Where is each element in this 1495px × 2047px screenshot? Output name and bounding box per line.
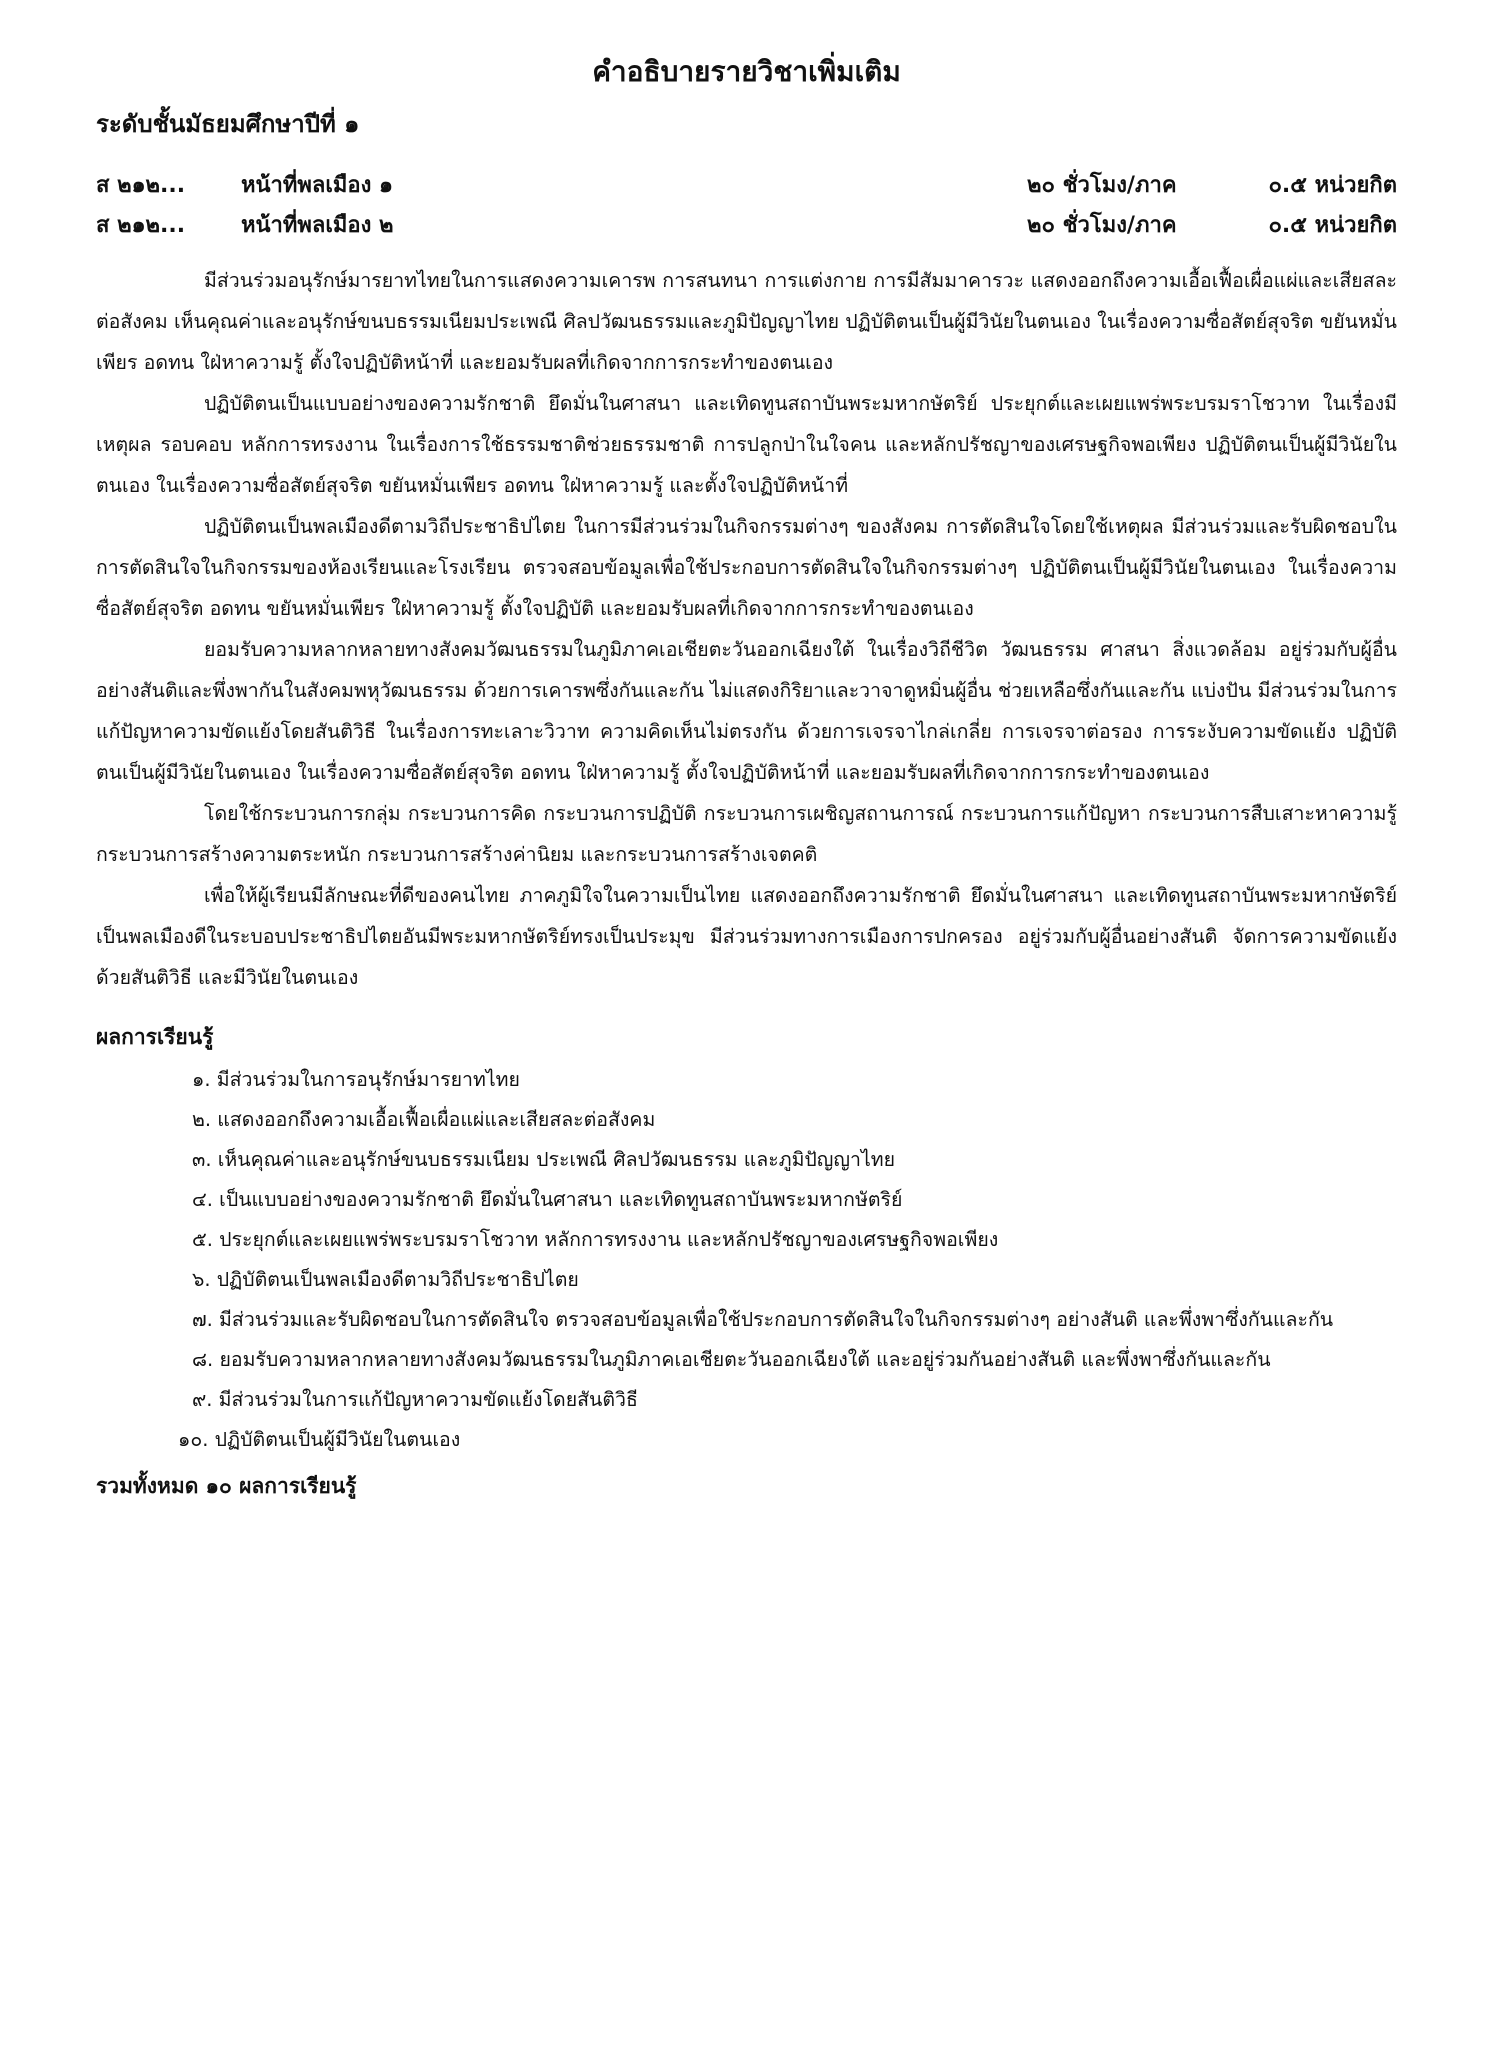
course-hours: ๒๐ ชั่วโมง/ภาค: [1027, 213, 1177, 238]
outcomes-list: [96, 1060, 1397, 1460]
outcome-item: ๑. มีส่วนร่วมในการอนุรักษ์มารยาทไทย: [192, 1068, 520, 1091]
description-paragraph: เพื่อให้ผู้เรียนมีลักษณะที่ดีของคนไทย ภาคภูมิใจในความเป็นไทย แสดงออกถึงความรักชาติ ยึดมั่นในศาสนา และเทิดทูนสถาบันพระมหากษัตริย์ เป็นพลเมืองดีในระบอบประชาธิปไตยอันมีพระมหากษัตริย์ทรงเป็นประมุข มีส่วนร่วมทางการเมืองการปกครอง อยู่ร่วมกับผู้อื่นอย่างสันติ จัดการความขัดแย้งด้วยสันติวิธี และมีวินัยในตนเอง: [96, 884, 1397, 989]
outcome-item: ๖. ปฏิบัติตนเป็นพลเมืองดีตามวิถีประชาธิปไตย: [192, 1268, 579, 1291]
document-title: คำอธิบายรายวิชาเพิ่มเติม: [592, 55, 901, 88]
outcome-item: ๙. มีส่วนร่วมในการแก้ปัญหาความขัดแย้งโดยสันติวิธี: [192, 1388, 638, 1411]
outcome-item: ๔. เป็นแบบอย่างของความรักชาติ ยึดมั่นในศาสนา และเทิดทูนสถาบันพระมหากษัตริย์: [192, 1188, 903, 1211]
grade-level: ระดับชั้นมัธยมศึกษาปีที่ ๑: [96, 110, 360, 138]
description-paragraph: มีส่วนร่วมอนุรักษ์มารยาทไทยในการแสดงความเคารพ การสนทนา การแต่งกาย การมีสัมมาคารวะ แสดงออกถึงความเอื้อเฟื้อเผื่อแผ่และเสียสละต่อสังคม เห็นคุณค่าและอนุรักษ์ขนบธรรมเนียมประเพณี ศิลปวัฒนธรรมและภูมิปัญญาไทย ปฏิบัติตนเป็นผู้มีวินัยในตนเอง ในเรื่องความซื่อสัตย์สุจริต ขยันหมั่นเพียร อดทน ใฝ่หาความรู้ ตั้งใจปฏิบัติหน้าที่ และยอมรับผลที่เกิดจากการกระทำของตนเอง: [96, 269, 1397, 374]
outcomes-heading: ผลการเรียนรู้: [96, 1025, 214, 1049]
course-row: [96, 206, 1397, 246]
course-credits: ๐.๕ หน่วยกิต: [1268, 173, 1397, 198]
course-credits: ๐.๕ หน่วยกิต: [1268, 213, 1397, 238]
course-hours: ๒๐ ชั่วโมง/ภาค: [1027, 173, 1177, 198]
course-code: ส ๒๑๒...: [96, 213, 186, 238]
outcome-item: ๒. แสดงออกถึงความเอื้อเฟื้อเผื่อแผ่และเสียสละต่อสังคม: [192, 1108, 656, 1131]
outcome-item: ๗. มีส่วนร่วมและรับผิดชอบในการตัดสินใจ ตรวจสอบข้อมูลเพื่อใช้ประกอบการตัดสินใจในกิจกรรมต่างๆ อย่างสันติ และพึ่งพาซึ่งกันและกัน: [192, 1308, 1334, 1331]
course-list: [96, 166, 1397, 246]
course-description: [96, 260, 1397, 998]
description-paragraph: ปฏิบัติตนเป็นแบบอย่างของความรักชาติ ยึดมั่นในศาสนา และเทิดทูนสถาบันพระมหากษัตริย์ ประยุกต์และเผยแพร่พระบรมราโชวาท ในเรื่องมีเหตุผล รอบคอบ หลักการทรงงาน ในเรื่องการใช้ธรรมชาติช่วยธรรมชาติ การปลูกป่าในใจคน และหลักปรัชญาของเศรษฐกิจพอเพียง ปฏิบัติตนเป็นผู้มีวินัยในตนเอง ในเรื่องความซื่อสัตย์สุจริต ขยันหมั่นเพียร อดทน ใฝ่หาความรู้ และตั้งใจปฏิบัติหน้าที่: [96, 392, 1397, 497]
course-name: หน้าที่พลเมือง ๒: [241, 213, 394, 238]
description-paragraph: โดยใช้กระบวนการกลุ่ม กระบวนการคิด กระบวนการปฏิบัติ กระบวนการเผชิญสถานการณ์ กระบวนการแก้ปัญหา กระบวนการสืบเสาะหาความรู้ กระบวนการสร้างความตระหนัก กระบวนการสร้างค่านิยม และกระบวนการสร้างเจตคติ: [96, 802, 1397, 866]
outcome-item: ๘. ยอมรับความหลากหลายทางสังคมวัฒนธรรมในภูมิภาคเอเชียตะวันออกเฉียงใต้ และอยู่ร่วมกันอย่างสันติ และพึ่งพาซึ่งกันและกัน: [192, 1348, 1271, 1371]
outcome-item: ๓. เห็นคุณค่าและอนุรักษ์ขนบธรรมเนียม ประเพณี ศิลปวัฒนธรรม และภูมิปัญญาไทย: [192, 1148, 896, 1171]
outcomes-total: รวมทั้งหมด ๑๐ ผลการเรียนรู้: [96, 1474, 357, 1498]
outcome-item: ๕. ประยุกต์และเผยแพร่พระบรมราโชวาท หลักการทรงงาน และหลักปรัชญาของเศรษฐกิจพอเพียง: [192, 1228, 999, 1251]
description-paragraph: ยอมรับความหลากหลายทางสังคมวัฒนธรรมในภูมิภาคเอเชียตะวันออกเฉียงใต้ ในเรื่องวิถีชีวิต วัฒนธรรม ศาสนา สิ่งแวดล้อม อยู่ร่วมกับผู้อื่นอย่างสันติและพึ่งพากันในสังคมพหุวัฒนธรรม ด้วยการเคารพซึ่งกันและกัน ไม่แสดงกิริยาและวาจาดูหมิ่นผู้อื่น ช่วยเหลือซึ่งกันและกัน แบ่งปัน มีส่วนร่วมในการแก้ปัญหาความขัดแย้งโดยสันติวิธี ในเรื่องการทะเลาะวิวาท ความคิดเห็นไม่ตรงกัน ด้วยการเจรจาไกล่เกลี่ย การเจรจาต่อรอง การระงับความขัดแย้ง ปฏิบัติตนเป็นผู้มีวินัยในตนเอง ในเรื่องความซื่อสัตย์สุจริต อดทน ใฝ่หาความรู้ ตั้งใจปฏิบัติหน้าที่ และยอมรับผลที่เกิดจากการกระทำของตนเอง: [96, 638, 1397, 784]
course-row: [96, 166, 1397, 206]
course-name: หน้าที่พลเมือง ๑: [241, 173, 393, 198]
course-code: ส ๒๑๒...: [96, 173, 186, 198]
description-paragraph: ปฏิบัติตนเป็นพลเมืองดีตามวิถีประชาธิปไตย ในการมีส่วนร่วมในกิจกรรมต่างๆ ของสังคม การตัดสินใจโดยใช้เหตุผล มีส่วนร่วมและรับผิดชอบในการตัดสินใจในกิจกรรมของห้องเรียนและโรงเรียน ตรวจสอบข้อมูลเพื่อใช้ประกอบการตัดสินใจในกิจกรรมต่างๆ ปฏิบัติตนเป็นผู้มีวินัยในตนเอง ในเรื่องความซื่อสัตย์สุจริต อดทน ขยันหมั่นเพียร ใฝ่หาความรู้ ตั้งใจปฏิบัติ และยอมรับผลที่เกิดจากการกระทำของตนเอง: [96, 515, 1397, 620]
outcome-item: ๑๐. ปฏิบัติตนเป็นผู้มีวินัยในตนเอง: [178, 1428, 461, 1451]
